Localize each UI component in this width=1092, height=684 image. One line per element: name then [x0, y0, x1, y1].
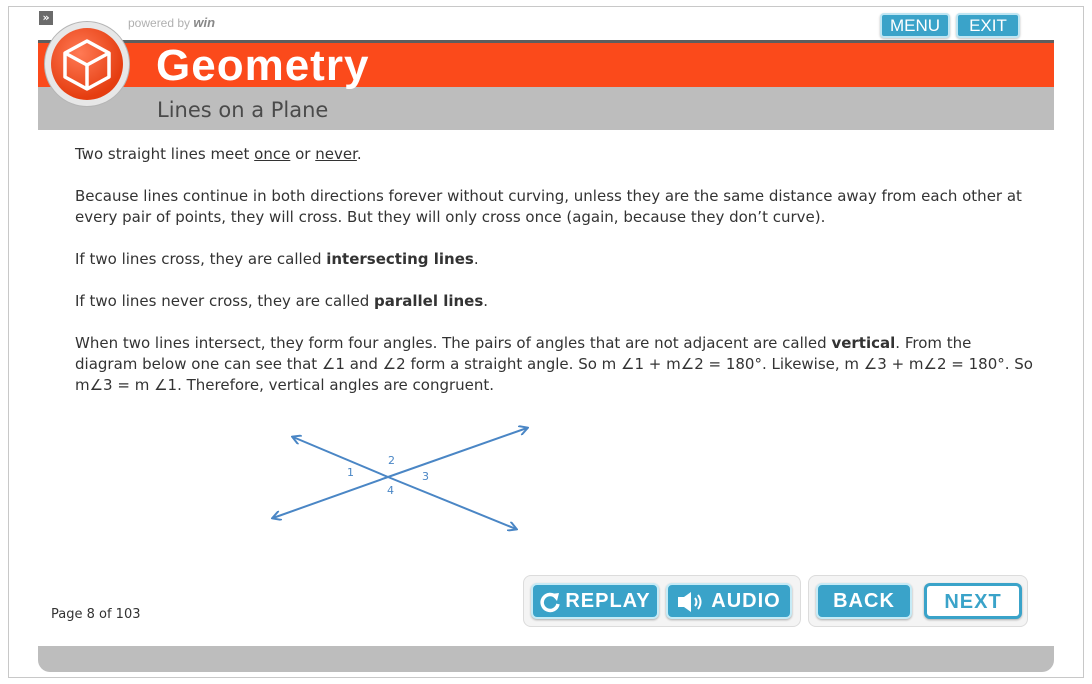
lesson-content [75, 144, 1035, 417]
page-indicator: Page 8 of 103 [51, 607, 141, 622]
powered-by [128, 15, 215, 30]
p1-text: Two straight lines meet [75, 145, 255, 163]
angle-label-4: 4 [387, 484, 394, 497]
p4-end: . [483, 292, 489, 310]
replay-button[interactable] [531, 583, 659, 619]
line-a [293, 437, 388, 477]
p5-text-rest: . From the diagram below one can see that ∠1 and ∠2 form a straight angle. So m ∠1 + m∠2 = 180°. Likewise, m ∠3 + m∠2 = 180°. So m∠3 = m ∠1. Therefore, vertical angles are congruent. [75, 334, 1033, 394]
line-b [388, 428, 527, 477]
angle-label-1: 1 [347, 466, 354, 479]
expand-icon[interactable]: » [39, 11, 53, 25]
powered-by-label: powered by [128, 16, 191, 30]
next-button[interactable]: NEXT [924, 583, 1022, 619]
term-once: once [254, 145, 291, 163]
speaker-icon [677, 591, 707, 613]
p1-end: . [356, 145, 362, 163]
p3-text: If two lines cross, they are called [75, 250, 327, 268]
angle-label-3: 3 [422, 470, 429, 483]
subject-logo [44, 21, 130, 107]
p3-end: . [473, 250, 479, 268]
audio-button[interactable] [666, 583, 792, 619]
lesson-subtitle: Lines on a Plane [157, 98, 329, 122]
back-button[interactable]: BACK [816, 583, 912, 619]
brand-logo: win [193, 15, 216, 30]
p5-text: When two lines intersect, they form four angles. The pairs of angles that are not adjacent are called [75, 334, 832, 352]
audio-label: AUDIO [711, 590, 781, 612]
footer-bar [38, 646, 1054, 672]
paragraph-vertical-angles [75, 333, 1035, 396]
replay-label: REPLAY [565, 590, 651, 612]
cube-icon [59, 35, 115, 93]
term-never: never [315, 145, 357, 163]
term-intersecting-lines: intersecting lines [326, 250, 474, 268]
intersecting-lines-diagram [268, 420, 538, 535]
exit-button[interactable]: EXIT [956, 13, 1020, 38]
paragraph-parallel [75, 291, 1035, 312]
replay-icon [539, 591, 561, 613]
line-b-end [273, 477, 388, 518]
paragraph-intersecting [75, 249, 1035, 270]
angle-label-2: 2 [388, 454, 395, 467]
line-a-end [388, 477, 516, 529]
p1-text-or: or [290, 145, 316, 163]
menu-button[interactable]: MENU [880, 13, 950, 38]
paragraph-explanation: Because lines continue in both directions forever without curving, unless they are the same distance away from each other at every pair of points, they will cross. But they will only cross once (again, because they don’t curve). [75, 187, 1022, 226]
p4-text: If two lines never cross, they are called [75, 292, 375, 310]
term-parallel-lines: parallel lines [374, 292, 484, 310]
page-title: Geometry [156, 41, 370, 90]
term-vertical: vertical [831, 334, 896, 352]
paragraph-meet [75, 144, 1035, 165]
